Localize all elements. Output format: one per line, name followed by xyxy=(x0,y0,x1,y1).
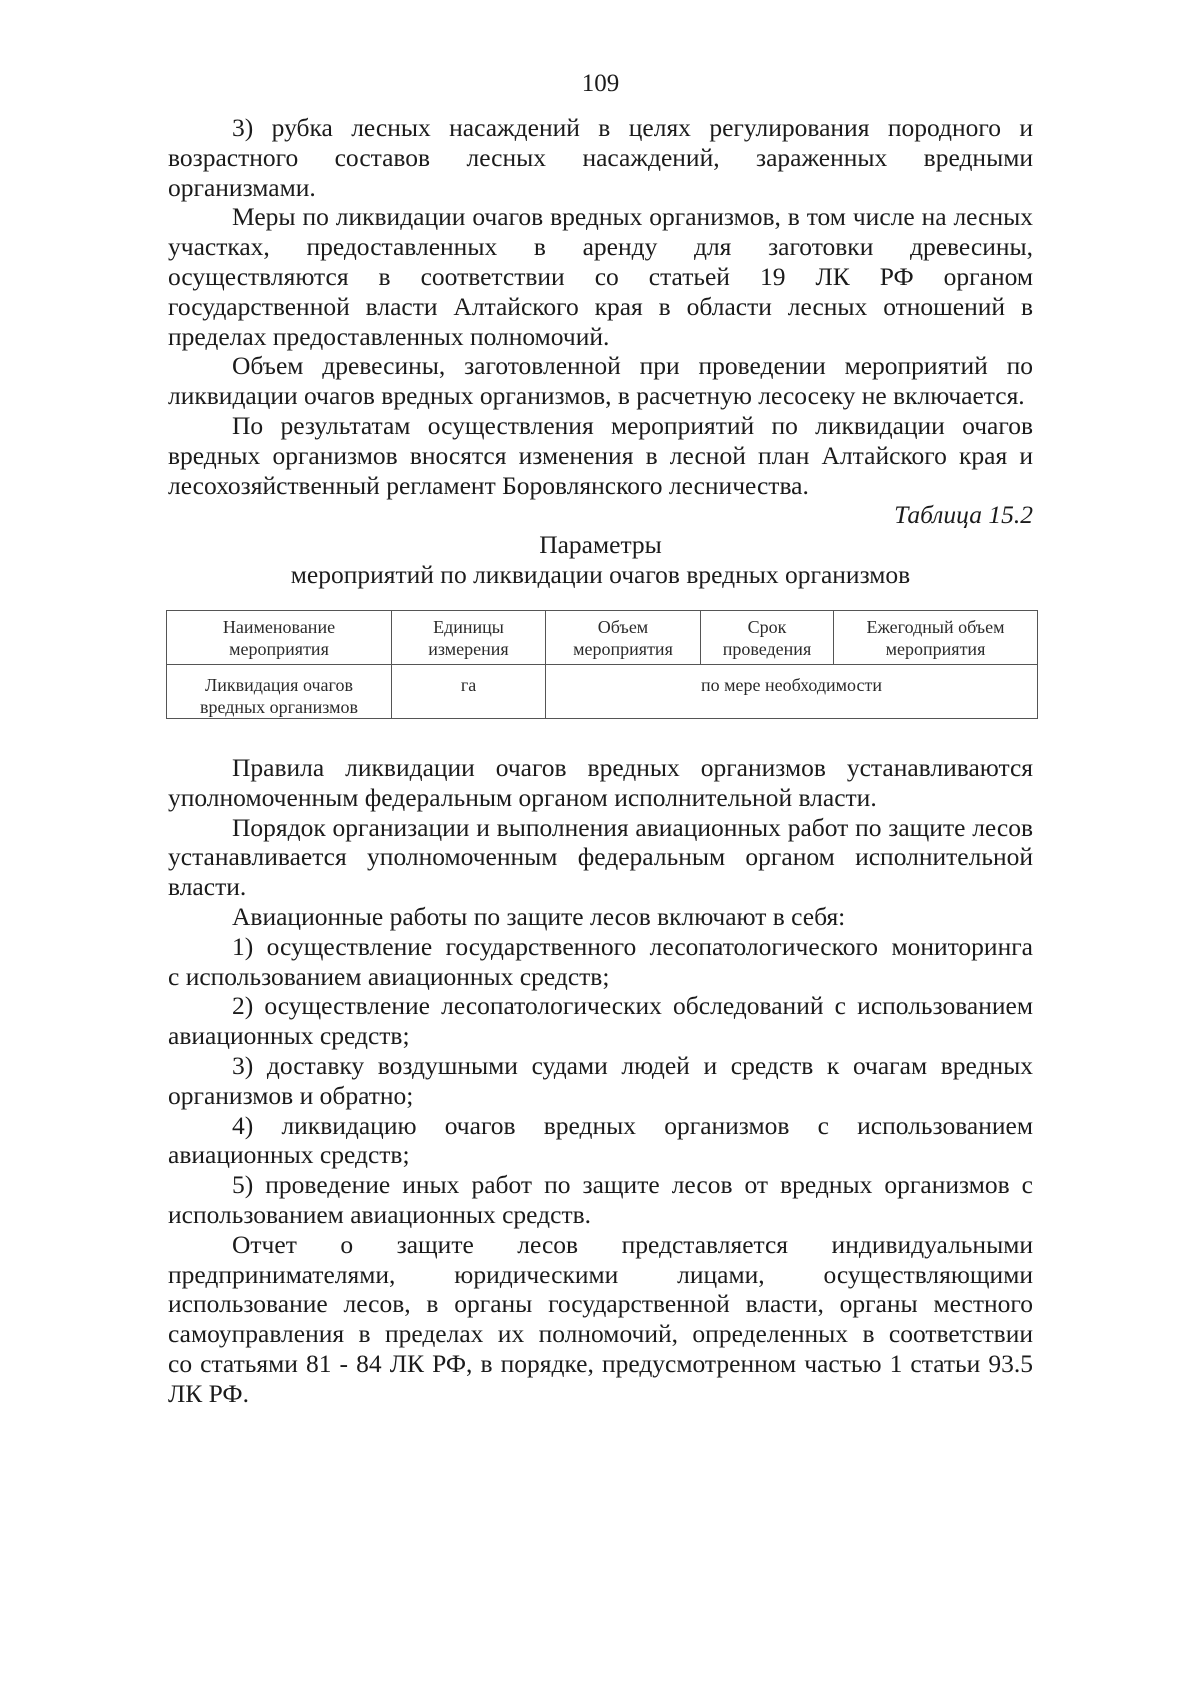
paragraph xyxy=(168,113,1033,202)
text-line: 3) доставку воздушными судами людей и средств к очагам вредных xyxy=(232,1050,1033,1080)
paragraph xyxy=(168,1051,1033,1111)
header-line: Единицы xyxy=(433,616,504,637)
text-line: со статьями 81 - 84 ЛК РФ, в порядке, предусмотренном частью 1 статьи 93.5 xyxy=(168,1348,1033,1378)
text-line: 3) рубка лесных насаждений в целях регулирования породного и xyxy=(232,113,1033,142)
text-line: 1) осуществление государственного лесопатологического мониторинга xyxy=(232,931,1033,961)
paragraph xyxy=(168,1170,1033,1230)
text-line: организмов и обратно; xyxy=(168,1080,414,1110)
table-header-cell xyxy=(834,611,1038,665)
table-header-cell xyxy=(167,611,392,665)
text-line: использованием авиационных средств. xyxy=(168,1199,592,1229)
header-line: мероприятия xyxy=(229,638,329,659)
parameters-table xyxy=(166,610,1038,719)
table-cell-measure-name xyxy=(167,665,392,719)
paragraph xyxy=(168,991,1033,1051)
paragraph xyxy=(168,1230,1033,1409)
table-header-row xyxy=(167,611,1038,665)
header-line: Объем xyxy=(597,616,649,637)
cell-line: га xyxy=(460,675,477,695)
header-line: Наименование xyxy=(222,616,336,637)
text-line: 4) ликвидацию очагов вредных организмов с использованием xyxy=(232,1110,1033,1140)
paragraph xyxy=(168,351,1033,411)
paragraph xyxy=(168,932,1033,992)
paragraph xyxy=(168,1111,1033,1171)
table-header-cell xyxy=(546,611,701,665)
header-line: Срок xyxy=(747,616,787,637)
cell-line: Ликвидация очагов xyxy=(205,675,353,695)
text-line: авиационных средств; xyxy=(168,1140,410,1170)
text-line: лесохозяйственный регламент Боровлянского лесничества. xyxy=(168,470,809,500)
table-header-cell xyxy=(701,611,834,665)
text-line: самоуправления в пределах их полномочий, определенных в соответствии xyxy=(168,1319,1033,1349)
text-line: вредных организмов вносятся изменения в лесной план Алтайского края и xyxy=(168,440,1033,470)
text-line: 2) осуществление лесопатологических обследований с использованием xyxy=(232,991,1033,1021)
paragraph xyxy=(168,813,1033,902)
header-line: измерения xyxy=(428,638,509,659)
paragraph xyxy=(168,202,1033,351)
document-text-before-table xyxy=(168,113,1033,590)
text-line: уполномоченным федеральным органом исполнительной власти. xyxy=(168,782,877,812)
table-caption-label: Таблица 15.2 xyxy=(894,500,1033,530)
text-line: Порядок организации и выполнения авиационных работ по защите лесов xyxy=(232,812,1033,842)
page-number: 109 xyxy=(581,70,620,97)
text-line: устанавливается уполномоченным федеральным органом исполнительной xyxy=(168,842,1033,872)
header-line: Ежегодный объем xyxy=(866,616,1005,637)
cell-line: вредных организмов xyxy=(199,697,359,717)
table-title: Параметры xyxy=(539,530,662,560)
paragraph xyxy=(168,902,1033,932)
table-subtitle: мероприятий по ликвидации очагов вредных организмов xyxy=(290,559,911,589)
text-line: пределах предоставленных полномочий. xyxy=(168,321,610,351)
text-line: По результатам осуществления мероприятий по ликвидации очагов xyxy=(232,410,1033,440)
text-line: Авиационные работы по защите лесов включают в себя: xyxy=(232,901,846,931)
header-line: мероприятия xyxy=(573,638,673,659)
text-line: 5) проведение иных работ по защите лесов от вредных организмов с xyxy=(232,1170,1033,1200)
text-line: использование лесов, в органы государственной власти, органы местного xyxy=(168,1289,1033,1319)
paragraph xyxy=(168,753,1033,813)
text-line: участках, предоставленных в аренду для заготовки древесины, xyxy=(168,232,1033,262)
header-line: мероприятия xyxy=(885,638,986,659)
text-line: с использованием авиационных средств; xyxy=(168,961,610,991)
text-line: ЛК РФ. xyxy=(168,1378,249,1408)
table-row xyxy=(167,665,1038,719)
cell-line: по мере необходимости xyxy=(700,675,882,695)
text-line: Правила ликвидации очагов вредных организмов устанавливаются xyxy=(232,753,1033,782)
text-line: организмами. xyxy=(168,172,316,202)
text-line: осуществляются в соответствии со статьей 19 ЛК РФ органом xyxy=(168,261,1033,291)
text-line: Меры по ликвидации очагов вредных организмов, в том числе на лесных xyxy=(232,202,1033,232)
text-line: возрастного составов лесных насаждений, зараженных вредными xyxy=(168,142,1033,172)
parameters-table-wrapper xyxy=(166,610,1038,719)
text-line: Отчет о защите лесов представляется индивидуальными xyxy=(232,1229,1033,1259)
text-line: Объем древесины, заготовленной при проведении мероприятий по xyxy=(232,351,1033,381)
text-line: государственной власти Алтайского края в области лесных отношений в xyxy=(168,291,1033,321)
paragraphs-after-table xyxy=(168,753,1033,1409)
table-header-cell xyxy=(392,611,546,665)
table-cell-unit xyxy=(392,665,546,719)
document-text-after-table xyxy=(168,753,1033,1409)
paragraph xyxy=(168,411,1033,500)
text-line: ликвидации очагов вредных организмов, в расчетную лесосеку не включается. xyxy=(168,381,1025,411)
table-cell-merged-value xyxy=(546,665,1038,719)
text-line: власти. xyxy=(168,872,247,902)
paragraphs-before-table xyxy=(168,113,1033,500)
text-line: авиационных средств; xyxy=(168,1021,410,1051)
text-line: предпринимателями, юридическими лицами, осуществляющими xyxy=(168,1259,1033,1289)
header-line: проведения xyxy=(722,638,812,659)
